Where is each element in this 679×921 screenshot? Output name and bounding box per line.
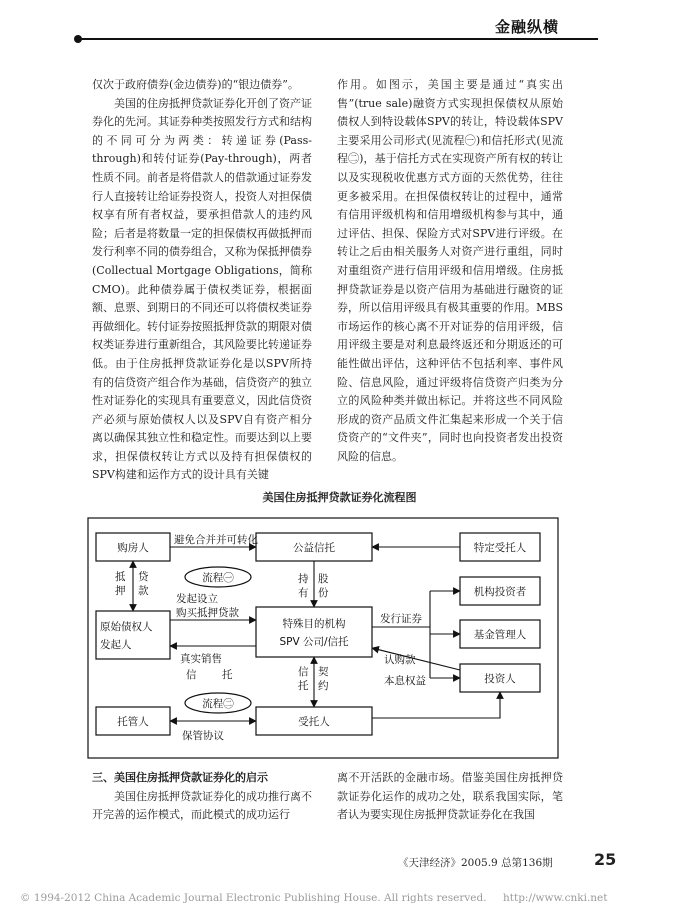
box-label: 发起人	[100, 639, 132, 651]
box-label: 机构投资者	[473, 586, 527, 598]
box-label: 购房人	[117, 542, 149, 554]
paragraph: 美国住房抵押贷款证券化的成功推行离不开完善的运作模式，而此模式的成功运行	[92, 789, 312, 822]
box-label: 投资人	[484, 673, 516, 685]
edge-label: 持	[298, 573, 309, 585]
edge-label: 本息权益	[384, 675, 426, 687]
edge-label: 保管协议	[182, 730, 224, 742]
box-label: 基金管理人	[473, 629, 527, 641]
copyright-notice: © 1994-2012 China Academic Journal Electronic Publishing House. All rights reserved.	[20, 892, 487, 904]
box-original-creditor	[96, 611, 170, 659]
page-number: 25	[594, 850, 617, 869]
edge-label: 避免合并并可转化	[174, 534, 258, 546]
box-label: SPV 公司/信托	[279, 636, 349, 648]
paragraph: 仅次于政府债券(金边债券)的“银边债券”。	[92, 78, 299, 91]
edge-label: 发起设立	[176, 593, 218, 605]
edge-label: 有	[298, 587, 309, 599]
edge-label: 真实销售	[180, 653, 222, 665]
box-label: 公益信托	[293, 542, 335, 554]
edge-label: 份	[318, 587, 329, 599]
edge-label: 发行证券	[380, 613, 422, 625]
edge-label: 契	[318, 666, 329, 678]
edge-label: 信	[186, 669, 197, 681]
footer-journal: 《天津经济》2005.9 总第136期	[398, 857, 553, 869]
edge-label: 押	[115, 585, 126, 597]
box-label: 托管人	[117, 716, 149, 728]
edge-label: 信	[298, 666, 309, 678]
edge-label: 款	[138, 585, 149, 597]
edge-label: 贷	[138, 571, 149, 583]
paragraph: 美国的住房抵押贷款证券化开创了资产证券化的先河。其证券种类按照发行方式和结构的不同可分为两类：转递证券(Pass-through)和转付证券(Pay-through)，两者性质不同。前者是将借款人的借款通过证券发行人直接转让给证券投资人，投资人对担保债权享有所有者权益，要承担借款人的违约风险；后者是将数量一定的担保债权再做抵押而发行利率不同的债券组合，又称为保抵押债券(Collectual Mortgage Obligations，简称CMO)。此种债券属于债权类证券，根据面额、息票、到期日的不同还可以将债权类证券再做细化。转付证券按照抵押贷款的期限对债权类证券进行重新组合，其风险要比转递证券低。由于住房抵押贷款证券化是以SPV所持有的信贷资产组合作为基础，信贷资产的独立性对证券化的实现具有重要意义，因此信贷资产必须与原始债权人以及SPV自有资产相分离以确保其独立性和稳定性。而要达到以上要求，担保债权转让方式以及持有担保债权的SPV构建和运作方式的设计具有关键	[92, 96, 312, 482]
box-spv	[256, 607, 372, 657]
box-label: 原始债权人	[100, 621, 153, 633]
section-name: 金融纵横	[494, 18, 559, 36]
box-label: 特殊目的机构	[282, 618, 346, 630]
section-heading: 三、美国住房抵押贷款证券化的启示	[92, 771, 268, 784]
edge-label: 认购款	[384, 654, 416, 666]
edge-label: 流程㊀	[202, 572, 234, 584]
edge-label: 约	[318, 680, 329, 692]
edge-label: 托	[298, 680, 309, 692]
paragraph: 作用。如图示，美国主要是通过“真实出售”(true sale)融资方式实现担保债权从原始债权人到特设载体SPV的转让，特设载体SPV主要采用公司形式(见流程㊀)和信托形式(见流程㊁)，基于信托方式在实现资产所有权的转让以及实现税收优惠方式方面的天然优势，往往更多被采用。在担保债权转让的过程中，通常有信用评级机构和信用增级机构参与其中，通过评估、担保、保险方式对SPV进行评级。在转让之后由相关服务人对资产进行重组，同时对重组资产进行信用评级和信用增级。住房抵押贷款证券是以资产信用为基础进行融资的证券，所以信用评级具有极其重要的作用。MBS市场运作的核心离不开对证券的信用评级，信用评级主要是对利息最终返还和分期返还的可能性做出评估，这种评估不包括利率、事件风险、信息风险，通过评级将信贷资产归类为分立的风险种类并做出标记。并将这些不同风险形成的资产品质文件汇集起来形成一个关于信贷资产的“文件夹”，同时也向投资者发出投资风险的信息。	[337, 78, 563, 463]
arrow-interest-rights	[372, 692, 500, 718]
edge-label: 托	[222, 669, 233, 681]
bottom-left-column	[92, 769, 312, 825]
box-label: 特定受托人	[473, 542, 527, 554]
edge-label: 购买抵押贷款	[176, 607, 239, 619]
box-label: 受托人	[298, 716, 330, 728]
bottom-right-column	[337, 769, 563, 825]
site-url: http://www.cnki.net	[503, 892, 608, 904]
edge-label: 股	[318, 573, 329, 585]
figure-title: 美国住房抵押贷款证券化流程图	[262, 491, 417, 504]
paragraph: 离不开活跃的金融市场。借鉴美国住房抵押贷款证券化运作的成功之处，联系我国实际，笔者认为要实现住房抵押贷款证券化在我国	[337, 771, 563, 822]
edge-label: 抵	[115, 571, 126, 583]
edge-label: 流程㊁	[202, 698, 234, 710]
